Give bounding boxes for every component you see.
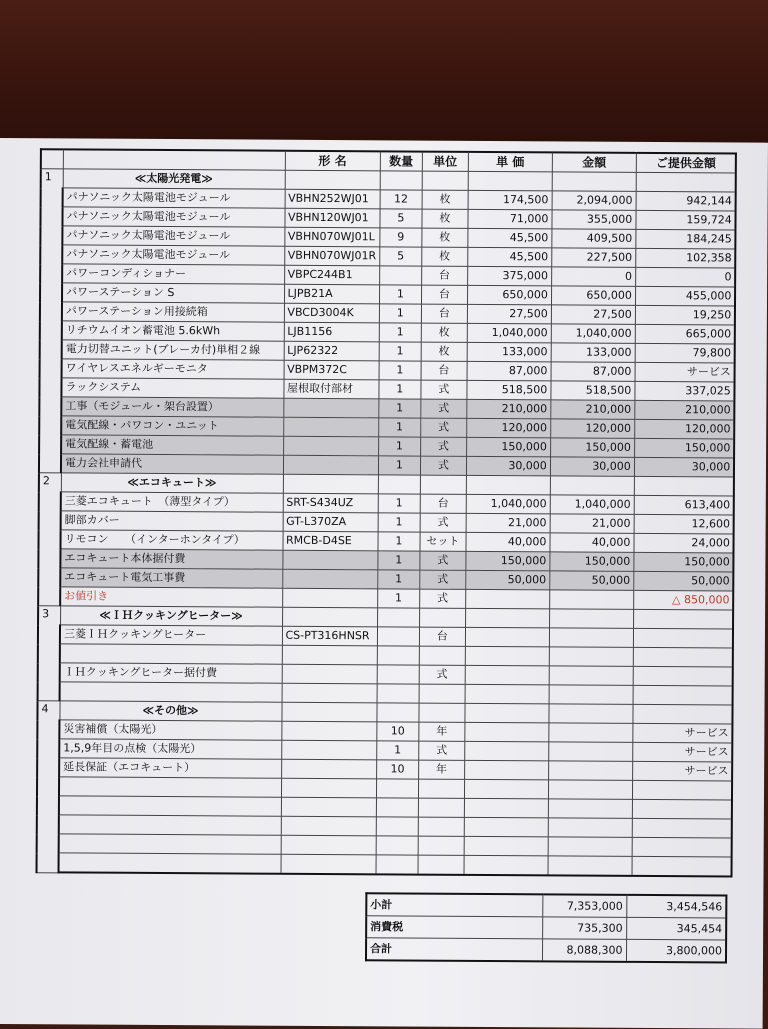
offer-amount: サービス [632,761,732,781]
item-name: 延長保証（エコキュート） [59,758,281,778]
item-name: ワイヤレスエネルギーモニタ [62,359,284,379]
offer-amount [632,818,732,838]
quantity [377,684,419,703]
model-number: SRT-S434UZ [283,493,378,513]
amount [549,723,633,743]
item-name [59,796,281,816]
unit: 年 [419,722,465,741]
offer-amount [633,628,733,648]
empty-cell [377,703,419,722]
estimate-table [36,148,738,877]
unit-price [464,817,548,837]
item-name: ラックシステム [61,378,283,398]
amount [548,799,632,819]
item-name [60,682,282,702]
unit [418,798,464,817]
unit-price: 120,000 [467,418,551,438]
empty-cell [285,170,380,190]
unit: 式 [419,665,465,684]
model-number [283,455,378,475]
empty-cell [465,703,549,723]
item-name: パナソニック太陽電池モジュール [62,226,284,246]
offer-amount [633,647,733,667]
model-number: LJP62322 [284,341,379,361]
section-number: 2 [38,473,61,606]
unit [418,855,464,875]
offer-amount: サービス [635,362,735,382]
wooden-table-background [0,0,768,150]
amount: 50,000 [550,571,634,591]
model-number [281,778,376,798]
amount [548,780,632,800]
unit: 年 [418,760,464,779]
unit: 式 [419,741,465,760]
empty-cell [634,476,734,496]
totals-row [366,893,726,918]
unit-price [465,665,549,685]
model-number [281,721,376,741]
quantity: 1 [379,342,421,361]
unit-price: 45,500 [468,228,552,248]
unit: 台 [421,285,467,304]
totals-amount: 8,088,300 [542,939,626,962]
unit-price: 87,000 [467,361,551,381]
model-number [282,683,377,703]
quantity: 10 [376,760,418,779]
offer-amount [633,685,733,705]
offer-amount: 184,245 [636,229,736,249]
item-name: 災害補償（太陽光） [59,720,281,740]
amount [549,647,633,667]
amount: 21,000 [550,514,634,534]
unit-price: 210,000 [467,399,551,419]
unit: 枚 [421,342,467,361]
model-number [281,816,376,836]
item-name: パナソニック太陽電池モジュール [63,188,285,208]
item-name [59,777,281,797]
amount: 1,040,000 [551,324,635,344]
unit-price: 518,500 [467,380,551,400]
offer-amount: 30,000 [634,457,734,477]
item-name: パワーコンディショナー [62,264,284,284]
unit: 台 [421,361,467,380]
model-number [282,569,377,589]
amount [549,628,633,648]
item-name: 電気配線・パワコン・ユニット [61,416,283,436]
unit-price: 375,000 [467,266,551,286]
header-model: 形 名 [285,151,380,171]
empty-cell [466,475,550,495]
header-amount: 金額 [552,152,636,172]
amount: 409,500 [552,229,636,249]
header-qty: 数量 [380,151,422,171]
quantity: 1 [378,513,420,532]
offer-amount: 150,000 [634,552,734,572]
item-name: エコキュート本体据付費 [60,549,282,569]
quantity: 1 [379,323,421,342]
quantity: 1 [379,304,421,323]
offer-amount: 120,000 [635,419,735,439]
amount: 40,000 [550,533,634,553]
quantity: 1 [377,589,419,608]
unit-price [464,760,548,780]
offer-amount: サービス [633,723,733,743]
section-number: 1 [39,169,63,473]
unit: 式 [420,456,466,475]
offer-amount: 12,600 [634,514,734,534]
offer-amount: 665,000 [635,324,735,344]
unit-price: 1,040,000 [467,323,551,343]
empty-cell [281,702,376,722]
unit: 枚 [421,323,467,342]
item-name: 脚部カバー [61,511,283,531]
model-number [283,436,378,456]
item-name [60,644,282,664]
quantity: 1 [378,532,420,551]
item-name: 工事（モジュール・架台設置） [61,397,283,417]
quantity: 1 [378,494,420,513]
unit-price: 133,000 [467,342,551,362]
unit: 台 [420,494,466,513]
quantity: 10 [377,722,419,741]
empty-cell [419,703,465,722]
totals-amount: 735,300 [542,917,626,940]
model-number [282,588,377,608]
empty-cell [422,171,468,190]
amount [548,761,632,781]
section-title: ≪エコキュート≫ [61,473,283,493]
offer-amount: 942,144 [636,191,736,211]
quantity [377,665,419,684]
item-name [59,853,281,874]
quantity [376,798,418,817]
model-number: RMCB-D4SE [282,531,377,551]
empty-cell [282,607,377,627]
empty-cell [633,704,733,724]
item-name [59,834,281,854]
item-name: リモコン （インターホンタイプ） [60,530,282,550]
model-number [281,740,376,760]
offer-amount: 0 [635,267,735,287]
model-number: VBHN070WJ01R [284,246,379,266]
empty-cell [468,171,552,191]
totals-label: 合計 [366,938,542,962]
model-number: VBHN120WJ01 [284,208,379,228]
quantity: 1 [378,437,420,456]
quantity: 12 [380,190,422,209]
unit: 枚 [422,247,468,266]
model-number: CS-PT316HNSR [282,626,377,646]
header-price: 単 価 [468,152,552,172]
offer-amount: 210,000 [635,400,735,420]
unit: 台 [421,304,467,323]
empty-cell [378,475,420,494]
unit: 式 [420,513,466,532]
unit [418,779,464,798]
totals-amount: 7,353,000 [542,894,626,917]
offer-amount [632,837,732,857]
unit-price: 21,000 [466,513,550,533]
quantity: 1 [378,570,420,589]
quantity: 5 [380,209,422,228]
quantity: 1 [379,361,421,380]
offer-amount [632,799,732,819]
unit: 式 [420,437,466,456]
model-number [283,417,378,437]
section-number: 3 [38,606,61,701]
unit: 式 [420,570,466,589]
offer-amount: 102,358 [636,248,736,268]
empty-cell [549,704,633,724]
unit [419,684,465,703]
model-number: VBCD3004K [284,303,379,323]
offer-amount [632,856,732,876]
quantity [377,646,419,665]
unit-price [465,646,549,666]
item-name: 電力切替ユニット(ブレーカ付)単相２線 [62,340,284,360]
amount: 150,000 [550,438,634,458]
unit: 台 [419,627,465,646]
model-number: GT-L370ZA [283,512,378,532]
amount [549,590,633,610]
unit-price: 150,000 [466,551,550,571]
unit [418,817,464,836]
unit: 式 [419,589,465,608]
offer-amount: 337,025 [635,381,735,401]
amount [549,742,633,762]
quantity [376,855,418,875]
unit-price [465,684,549,704]
quantity: 1 [379,285,421,304]
unit [418,836,464,855]
section-number: 4 [37,701,60,873]
model-number [282,664,377,684]
quantity [379,266,421,285]
empty-cell [465,608,549,628]
amount: 227,500 [552,248,636,268]
offer-amount: 24,000 [634,533,734,553]
empty-cell [377,608,419,627]
unit-price [464,779,548,799]
amount [548,818,632,838]
item-name: 三菱エコキュート （薄型タイプ） [61,492,283,512]
unit-price: 1,040,000 [466,494,550,514]
quantity: 5 [380,247,422,266]
item-name: パナソニック太陽電池モジュール [62,207,284,227]
amount: 27,500 [551,305,635,325]
model-number [282,550,377,570]
item-name: リチウムイオン蓄電池 5.6kWh [62,321,284,341]
item-name: 三菱ＩＨクッキングヒーター [60,625,282,645]
amount [549,685,633,705]
unit: 式 [420,551,466,570]
amount: 355,000 [552,210,636,230]
item-name: ＩＨクッキングヒーター据付費 [60,663,282,683]
header-offer: ご提供金額 [636,153,736,173]
offer-amount: 159,724 [636,210,736,230]
offer-amount: 19,250 [635,305,735,325]
item-name: エコキュート電気工事費 [60,568,282,588]
amount: 1,040,000 [550,495,634,515]
unit-price: 50,000 [466,570,550,590]
offer-amount: 613,400 [634,495,734,515]
empty-cell [633,609,733,629]
unit-price [465,722,549,742]
totals-row [366,938,726,963]
unit-price [465,741,549,761]
unit: 台 [421,266,467,285]
unit-price [464,855,548,875]
offer-amount [633,666,733,686]
amount: 120,000 [551,419,635,439]
model-number [283,398,378,418]
unit-price [465,627,549,647]
empty-cell [380,171,422,190]
item-name: パナソニック太陽電池モジュール [62,245,284,265]
quantity [376,779,418,798]
unit-price: 71,000 [468,209,552,229]
empty-cell [636,172,736,192]
quantity: 9 [380,228,422,247]
empty-cell [552,172,636,192]
unit-price: 174,500 [468,190,552,210]
amount: 518,500 [551,381,635,401]
model-number: 屋根取付部材 [283,379,378,399]
model-number: VBPC244B1 [284,265,379,285]
empty-cell [419,608,465,627]
model-number [281,797,376,817]
unit: 式 [421,380,467,399]
amount: 2,094,000 [552,191,636,211]
model-number [281,835,376,855]
unit: 式 [421,399,467,418]
amount: 0 [551,267,635,287]
model-number [282,645,377,665]
quantity [376,836,418,855]
empty-cell [283,474,378,494]
estimate-sheet [0,138,768,1029]
quantity: 1 [377,741,419,760]
totals-row [366,916,726,940]
item-name: お値引き [60,587,282,607]
quantity: 1 [379,380,421,399]
unit: 枚 [422,209,468,228]
model-number [281,759,376,779]
amount [548,837,632,857]
table-row [37,853,732,877]
amount: 210,000 [551,400,635,420]
item-name: 電力会社申請代 [61,454,283,474]
totals-label: 小計 [366,893,542,917]
empty-cell [549,609,633,629]
totals-offer: 3,454,546 [626,895,726,918]
model-number [281,854,376,874]
section-title: ≪太陽光発電≫ [63,169,285,189]
header-item [63,149,285,170]
offer-amount: サービス [633,742,733,762]
header-no [41,149,63,169]
offer-amount: 150,000 [634,438,734,458]
totals-label: 消費税 [366,916,542,939]
amount: 150,000 [550,552,634,572]
quantity: 1 [378,551,420,570]
unit-price: 650,000 [467,285,551,305]
quantity [376,817,418,836]
amount: 650,000 [551,286,635,306]
offer-amount: △ 850,000 [633,590,733,610]
quantity [377,627,419,646]
section-title: ≪その他≫ [59,701,281,721]
item-name: パワーステーション S [62,283,284,303]
unit-price: 150,000 [466,437,550,457]
section-title: ≪ＩＨクッキングヒーター≫ [60,606,282,626]
unit [419,646,465,665]
model-number: LJB1156 [284,322,379,342]
model-number: VBHN252WJ01 [285,189,380,209]
unit-price: 45,500 [468,247,552,267]
unit-price [464,798,548,818]
quantity: 1 [378,456,420,475]
quantity: 1 [379,418,421,437]
amount: 133,000 [551,343,635,363]
amount: 87,000 [551,362,635,382]
unit: セット [420,532,466,551]
item-name: パワーステーション用接続箱 [62,302,284,322]
totals-offer: 3,800,000 [626,939,726,962]
empty-cell [550,476,634,496]
totals-table [365,892,727,963]
item-name [59,815,281,835]
unit: 枚 [422,228,468,247]
offer-amount: 50,000 [634,571,734,591]
quantity: 1 [379,399,421,418]
empty-cell [420,475,466,494]
item-name: 電気配線・蓄電池 [61,435,283,455]
offer-amount: 455,000 [635,286,735,306]
offer-amount [632,780,732,800]
model-number: VBPM372C [284,360,379,380]
model-number: LJPB21A [284,284,379,304]
unit-price: 27,500 [467,304,551,324]
unit-price: 30,000 [466,456,550,476]
unit: 枚 [422,190,468,209]
amount [548,856,632,876]
amount: 30,000 [550,457,634,477]
totals-offer: 345,454 [626,917,726,940]
amount [549,666,633,686]
header-unit: 単位 [422,152,468,172]
offer-amount: 79,800 [635,343,735,363]
unit-price [464,836,548,856]
item-name: 1,5,9年目の点検（太陽光） [59,739,281,759]
unit-price: 40,000 [466,532,550,552]
unit: 式 [421,418,467,437]
unit-price [465,589,549,609]
model-number: VBHN070WJ01L [284,227,379,247]
